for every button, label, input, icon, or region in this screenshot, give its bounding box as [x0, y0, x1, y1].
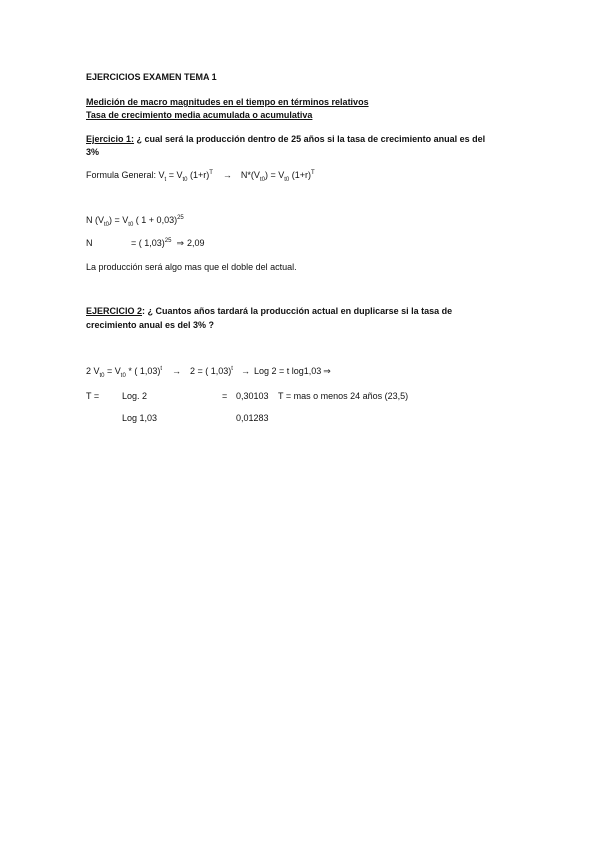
right-arrow-icon: → — [240, 366, 250, 376]
calculation-line-1: N $(V_{t0}) = V_{t0}$ ( 1 + 0,03)$^{25}$ — [86, 215, 184, 228]
exercise-1-question-text: ¿ cual será la producción dentro de 25 años si la tasa de crecimiento anual es del — [134, 134, 486, 144]
implies-arrow-icon: ⇒ — [323, 366, 331, 376]
right-arrow-icon: → — [222, 170, 232, 180]
log-value: 0,30103 — [236, 391, 269, 401]
exercise-1-question-line2: 3% — [86, 147, 100, 157]
exercise-1-conclusion: La producción será algo mas que el doble del actual. — [86, 262, 297, 272]
exercise-2-question-line2: crecimiento anual es del 3% ? — [86, 320, 215, 330]
section-subtitle-1: Medición de macro magnitudes en el tiempo en términos relativos — [86, 97, 369, 107]
general-formula: Formula General: $V_t = V_{t0}$ $(1+r)^T \to N*(V_{t0}) = V_{t0}$ $(1+r)^T$ — [86, 170, 315, 183]
equals-sign: = — [222, 391, 228, 401]
calc-n-label: N — [86, 238, 93, 248]
log-numerator: Log. 2 — [122, 391, 148, 401]
right-arrow-icon: → — [172, 366, 181, 376]
calculation-line-2-expression: = ( 1,03)$^{25}$ ⇒ 2,09 — [131, 238, 205, 248]
t-label: T = — [86, 391, 100, 401]
exercise-2-equation: 2 $V_{t0} = V_{t0}$ * ( 1,03)$^t$ → 2 = ( 1,03)$^t$ → Log 2 = t log1,03 ⇒ — [86, 366, 331, 379]
implies-arrow-icon: ⇒ — [176, 238, 185, 248]
exercise-2-question-text: : ¿ Cuantos años tardará la producción actual en duplicarse si la tasa de — [142, 306, 453, 316]
calculation-line-2 — [86, 238, 93, 249]
exercise-2-label: EJERCICIO 2 — [86, 306, 143, 316]
exercise-2-question — [86, 306, 452, 317]
log-denominator-value: 0,01283 — [236, 413, 269, 423]
exercise-1-question — [86, 134, 485, 145]
document-title: EJERCICIOS EXAMEN TEMA 1 — [86, 72, 217, 82]
exercise-2-answer: T = mas o menos 24 años (23,5) — [278, 391, 409, 401]
log-denominator: Log 1,03 — [122, 413, 158, 423]
exercise-1-label: Ejercicio 1: — [86, 134, 135, 144]
section-subtitle-2: Tasa de crecimiento media acumulada o acumulativa — [86, 110, 313, 120]
